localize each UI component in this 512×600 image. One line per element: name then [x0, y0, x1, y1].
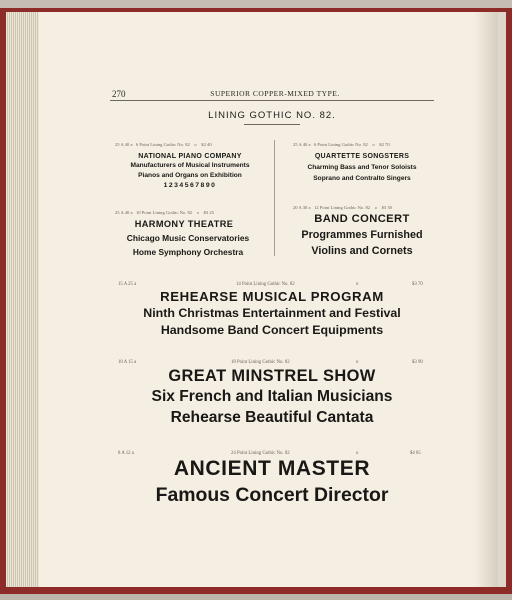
- spec-line: [115, 210, 214, 215]
- quantity: 15 A 25 a: [118, 282, 137, 287]
- spec-line: [293, 205, 392, 210]
- header-rule: [110, 100, 434, 101]
- specimen-line: ANCIENT MASTER: [173, 457, 371, 480]
- face-name: 18 Point Lining Gothic No. 82: [231, 360, 290, 365]
- specimen-line: Rehearse Beautiful Cantata: [170, 409, 374, 426]
- specimen-line: Pianos and Organs on Exhibition: [138, 172, 242, 179]
- specimen-line: NATIONAL PIANO COMPANY: [138, 153, 242, 160]
- specimen-line: QUARTETTE SONGSTERS: [314, 153, 410, 160]
- quantity: 10 A 15 a: [118, 360, 137, 365]
- price: $3 70: [412, 282, 423, 287]
- specimen-line: Manufacturers of Musical Instruments: [130, 162, 250, 169]
- specimen-line: Ninth Christmas Entertainment and Festival: [143, 306, 401, 320]
- spec-line: [293, 142, 390, 147]
- face-name: 10 Point Lining Gothic No. 82: [135, 210, 193, 215]
- spec-line: [115, 142, 212, 147]
- title-rule: [244, 124, 300, 125]
- specimen-line: Charming Bass and Tenor Soloists: [307, 164, 417, 171]
- specimen-line: Soprano and Contralto Singers: [313, 175, 411, 182]
- bullet: o: [356, 282, 359, 287]
- price: $2 40: [201, 142, 212, 147]
- bullet: o: [356, 360, 359, 365]
- specimen-line: HARMONY THEATRE: [134, 219, 234, 229]
- bullet: o: [374, 205, 377, 210]
- quantity: 8 A 12 a: [118, 451, 134, 456]
- face-name: 12 Point Lining Gothic No. 82: [313, 205, 371, 210]
- quantity: 25 A 40 a: [115, 142, 133, 147]
- quantity: 20 A 30 a: [293, 205, 311, 210]
- bullet: o: [356, 451, 359, 456]
- specimen-line: 1234567890: [163, 182, 217, 189]
- quantity: 25 A 40 a: [293, 142, 311, 147]
- bullet: o: [194, 142, 197, 147]
- bullet: o: [196, 210, 199, 215]
- specimen-line: REHEARSE MUSICAL PROGRAM: [160, 289, 384, 304]
- specimen-line: Programmes Furnished: [301, 229, 423, 241]
- section-title: LINING GOTHIC NO. 82.: [208, 110, 336, 121]
- price: $3 30: [381, 205, 392, 210]
- face-name: 24 Point Lining Gothic No. 82: [231, 451, 290, 456]
- price: $3 90: [412, 360, 423, 365]
- specimen-line: Chicago Music Conservatories: [126, 233, 250, 243]
- gutter-shadow: [474, 12, 498, 587]
- bullet: o: [372, 142, 375, 147]
- specimen-line: GREAT MINSTREL SHOW: [168, 367, 376, 385]
- specimen-line: Handsome Band Concert Equipments: [160, 323, 384, 337]
- specimen-line: Violins and Cornets: [311, 245, 413, 257]
- specimen-line: Six French and Italian Musicians: [151, 388, 393, 405]
- page-stack-edge: [6, 12, 39, 587]
- quantity: 25 A 40 a: [115, 210, 133, 215]
- price: $3 25: [203, 210, 214, 215]
- price: $2 70: [379, 142, 390, 147]
- specimen-line: Home Symphony Orchestra: [132, 247, 244, 257]
- face-name: 6 Point Lining Gothic No. 82: [135, 142, 190, 147]
- face-name: 14 Point Lining Gothic No. 82: [236, 282, 295, 287]
- running-title: SUPERIOR COPPER-MIXED TYPE.: [210, 89, 340, 98]
- specimen-line: Famous Concert Director: [155, 484, 389, 506]
- price: $4 85: [410, 451, 421, 456]
- face-name: 6 Point Lining Gothic No. 82: [313, 142, 368, 147]
- page-number: 270: [112, 89, 126, 99]
- right-page-edge: [498, 12, 506, 587]
- specimen-line: BAND CONCERT: [314, 213, 410, 225]
